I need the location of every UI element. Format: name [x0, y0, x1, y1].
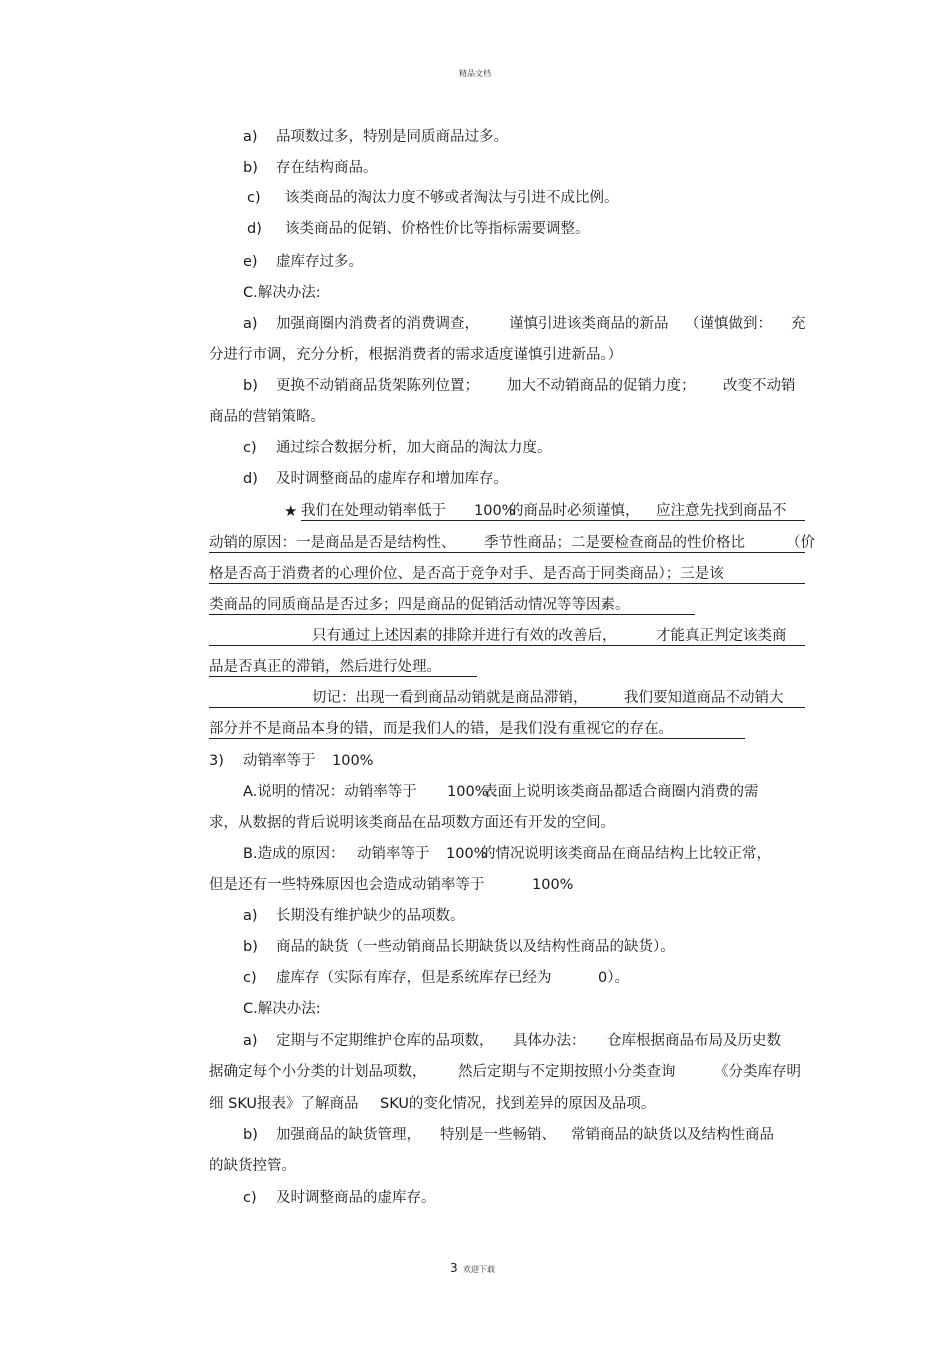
list-marker: b): [243, 939, 258, 955]
list-item: 存在结构商品。: [276, 160, 378, 176]
paragraph-text: A.说明的情况：动销率等于: [243, 784, 417, 800]
paragraph-text: 具体办法：: [513, 1033, 586, 1049]
section-heading: 动销率等于: [243, 753, 316, 769]
section-heading: C.解决办法:: [243, 285, 321, 301]
paragraph-text: 分进行市调，充分分析，根据消费者的需求适度谨慎引进新品。）: [209, 347, 623, 363]
paragraph-text: 充: [791, 316, 806, 332]
paragraph-text: 100%: [446, 846, 488, 862]
paragraph-text: 加大不动销商品的促销力度；: [507, 378, 696, 394]
note-text: 部分并不是商品本身的错，而是我们人的错，是我们没有重视它的存在。: [209, 721, 673, 737]
underline: [209, 583, 805, 584]
paragraph-text: 表面上说明该类商品都适合商圈内消费的需: [483, 784, 759, 800]
list-marker: a): [243, 129, 258, 145]
paragraph-text: 加强商品的缺货管理，: [276, 1127, 421, 1143]
paragraph-text: 的情况说明该类商品在商品结构上比较正常，: [481, 846, 771, 862]
section-number: 3): [209, 753, 224, 769]
paragraph-text: 但是还有一些特殊原因也会造成动销率等于: [209, 877, 485, 893]
paragraph-text: 动销率等于: [357, 846, 430, 862]
note-text: 我们在处理动销率低于: [301, 503, 446, 519]
paragraph-text: 更换不动销商品货架陈列位置；: [276, 378, 479, 394]
list-marker: c): [247, 190, 261, 206]
underline: [209, 645, 805, 646]
list-item: 及时调整商品的虚库存。: [276, 1190, 436, 1206]
list-item: 虚库存过多。: [276, 254, 363, 270]
list-item: 通过综合数据分析，加大商品的淘汰力度。: [276, 440, 552, 456]
list-item: 长期没有维护缺少的品项数。: [276, 908, 465, 924]
note-text: 动销的原因：一是商品是否是结构性、: [209, 535, 456, 551]
list-item: 0）。: [598, 970, 629, 986]
section-heading: C.解决办法:: [243, 1001, 321, 1017]
list-marker: c): [243, 440, 257, 456]
list-item: 该类商品的促销、价格性价比等指标需要调整。: [285, 221, 590, 237]
list-item: 虚库存（实际有库存，但是系统库存已经为: [276, 970, 552, 986]
underline: [209, 676, 477, 677]
paragraph-text: 100%: [447, 784, 489, 800]
paragraph-text: 加强商圈内消费者的消费调查，: [276, 316, 479, 332]
page-number: 3: [450, 1261, 458, 1275]
note-text: 季节性商品；二是要检查商品的性价格比: [484, 535, 745, 551]
list-item: 及时调整商品的虚库存和增加库存。: [276, 471, 508, 487]
note-text: 才能真正判定该类商: [656, 628, 787, 644]
paragraph-text: B.造成的原因：: [243, 846, 345, 862]
list-marker: a): [243, 1033, 258, 1049]
paragraph-text: 改变不动销: [723, 378, 796, 394]
star-icon: ★: [284, 502, 298, 520]
paragraph-text: 《分类库存明: [714, 1064, 801, 1080]
list-marker: b): [243, 160, 258, 176]
list-marker: a): [243, 316, 258, 332]
note-text: 格是否高于消费者的心理价位、是否高于竞争对手、是否高于同类商品）；三是该: [209, 566, 724, 582]
paragraph-text: 据确定每个小分类的计划品项数，: [209, 1064, 427, 1080]
underline: [209, 707, 805, 708]
list-marker: b): [243, 1127, 258, 1143]
note-text: 100%: [474, 503, 516, 519]
note-text: 的商品时必须谨慎，: [509, 503, 640, 519]
paragraph-text: 常销商品的缺货以及结构性商品: [571, 1127, 774, 1143]
list-marker: d): [243, 471, 258, 487]
underline: [209, 614, 695, 615]
paragraph-text: 特别是一些畅销、: [440, 1127, 556, 1143]
page-footer: 欢迎下载: [463, 1265, 495, 1274]
paragraph-text: 然后定期与不定期按照小分类查询: [458, 1064, 676, 1080]
list-marker: c): [243, 970, 257, 986]
paragraph-text: 100%: [532, 877, 574, 893]
note-text: 品是否真正的滞销，然后进行处理。: [209, 659, 441, 675]
paragraph-text: 定期与不定期维护仓库的品项数，: [276, 1033, 494, 1049]
note-text: 切记：出现一看到商品动销就是商品滞销，: [312, 690, 588, 706]
underline: [301, 520, 805, 521]
paragraph-text: （谨慎做到：: [685, 316, 772, 332]
list-marker: e): [243, 254, 258, 270]
note-text: 应注意先找到商品不: [656, 503, 787, 519]
list-marker: a): [243, 908, 258, 924]
paragraph-text: SKU的变化情况，找到差异的原因及品项。: [380, 1096, 656, 1112]
paragraph-text: 商品的营销策略。: [209, 409, 325, 425]
section-heading: 100%: [332, 753, 374, 769]
list-item: 该类商品的淘汰力度不够或者淘汰与引进不成比例。: [285, 190, 619, 206]
paragraph-text: 求，从数据的背后说明该类商品在品项数方面还有开发的空间。: [209, 815, 615, 831]
list-marker: b): [243, 378, 258, 394]
page-header: 精品文档: [459, 69, 491, 78]
underline: [209, 738, 745, 739]
list-marker: c): [243, 1190, 257, 1206]
list-item: 商品的缺货（一些动销商品长期缺货以及结构性商品的缺货）。: [276, 939, 675, 955]
list-marker: d): [247, 221, 262, 237]
note-text: 只有通过上述因素的排除并进行有效的改善后，: [312, 628, 617, 644]
paragraph-text: 谨慎引进该类商品的新品: [509, 316, 669, 332]
underline: [209, 552, 805, 553]
paragraph-text: 仓库根据商品布局及历史数: [607, 1033, 781, 1049]
list-item: 品项数过多，特别是同质商品过多。: [276, 129, 508, 145]
paragraph-text: 细 SKU报表》了解商品: [209, 1096, 359, 1112]
note-text: （价: [786, 535, 815, 551]
note-text: 类商品的同质商品是否过多；四是商品的促销活动情况等等因素。: [209, 597, 630, 613]
paragraph-text: 的缺货控管。: [209, 1158, 296, 1174]
note-text: 我们要知道商品不动销大: [624, 690, 784, 706]
